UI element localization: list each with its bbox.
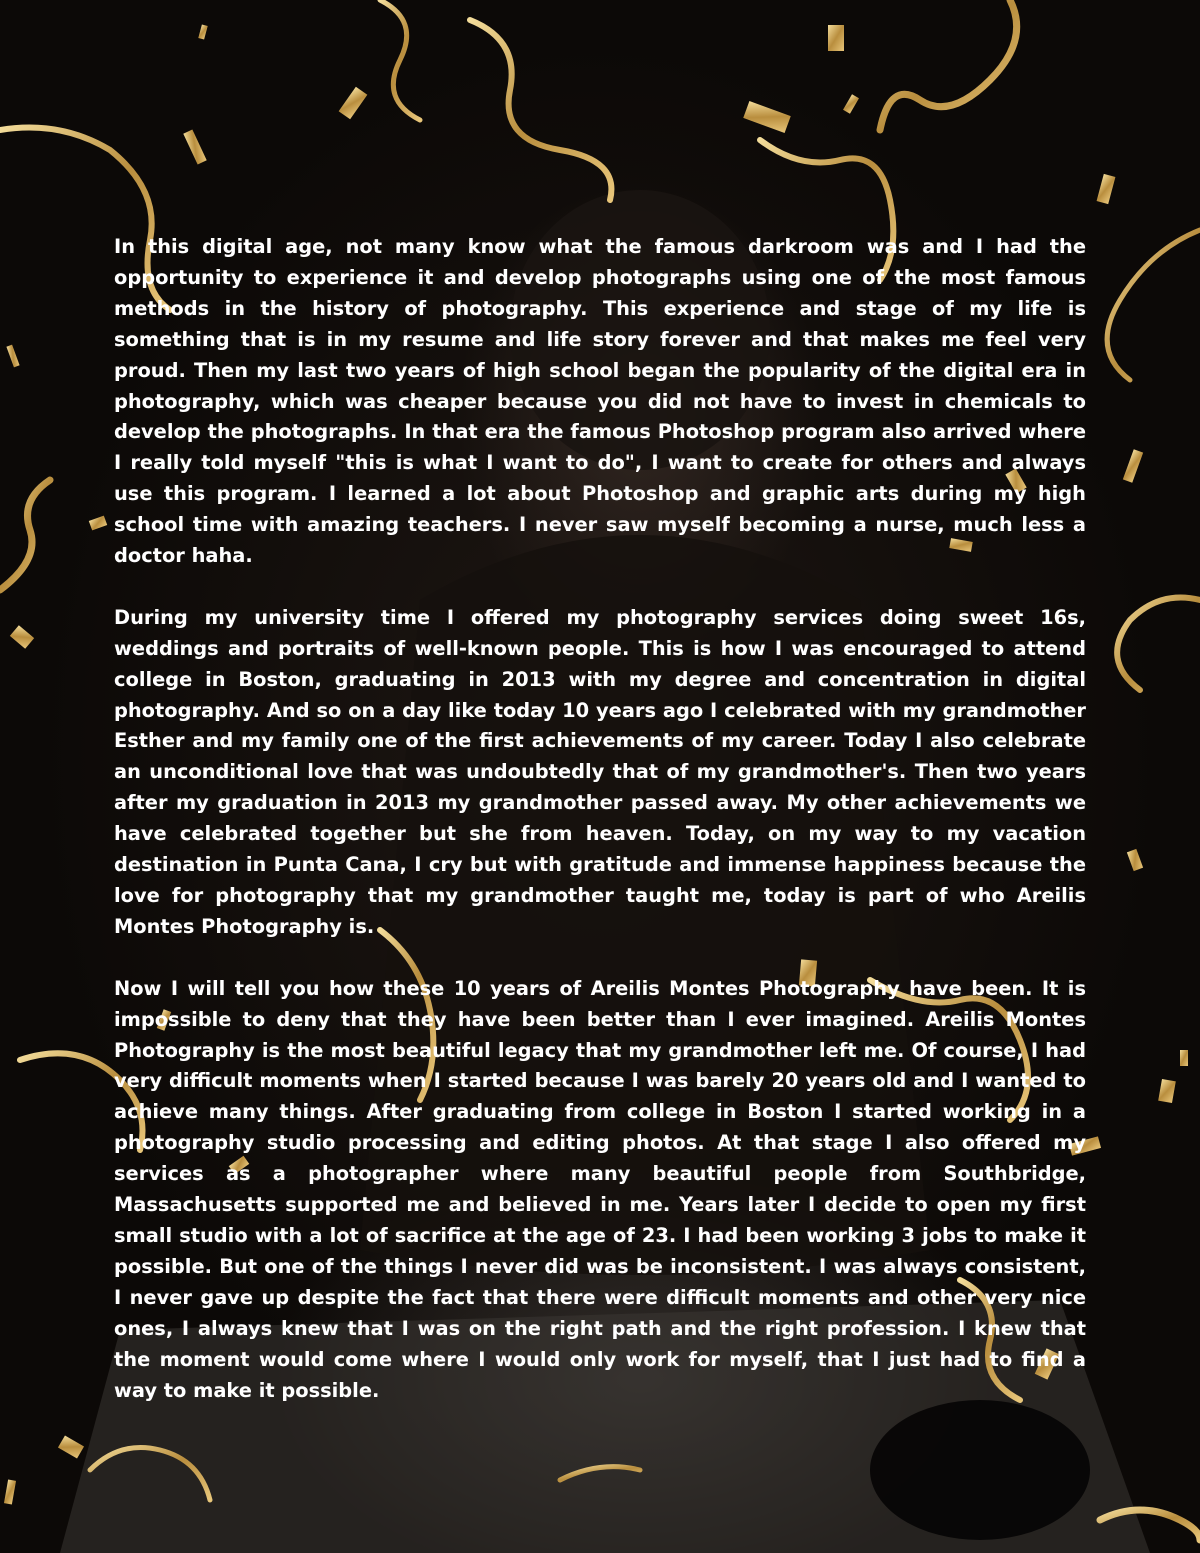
confetti <box>1123 449 1143 482</box>
confetti <box>183 129 206 164</box>
paragraph-university: During my university time I offered my photography services doing sweet 16s, weddings and portraits of well-known people. This is how I was encouraged to attend college in Boston, graduating in 2013 with my degree and concentration in digital photography. And so on a day like today 10 years ago I celebrated with my grandmother Esther and my family one of the first achievements of my career. Today I also celebrate an unconditional love that was undoubtedly that of my grandmother's. Then two years after my graduation in 2013 my grandmother passed away. My other achievements we have celebrated together but she from heaven. Today, on my way to my vacation destination in Punta Cana, I cry but with gratitude and immense happiness because the love for photography that my grandmother taught me, today is part of who Areilis Montes Photography is. <box>114 605 1086 938</box>
story-text <box>114 232 1086 1406</box>
confetti <box>743 101 791 133</box>
confetti <box>843 94 859 114</box>
ribbon <box>880 0 1017 130</box>
photo-camera <box>870 1400 1090 1540</box>
confetti <box>1097 174 1116 204</box>
confetti <box>89 516 107 531</box>
paragraph-ten-years: Now I will tell you how these 10 years of Areilis Montes Photography have been. It is impossible to deny that they have been better than I ever imagined. Areilis Montes Photography is the most beautiful legacy that my grandmother left me. Of course, I had very difficult moments when I started because I was barely 20 years old and I wanted to achieve many things. After graduating from college in Boston I started working in a photography studio processing and editing photos. At that stage I also offered my services as a photographer where many beautiful people from Southbridge, Massachusetts supported me and believed in me. Years later I decide to open my first small studio with a lot of sacrifice at the age of 23. I had been working 3 jobs to make it possible. But one of the things I never did was be inconsistent. I was always consistent, I never gave up despite the fact that there were difficult moments and other very nice ones, I always knew that I was on the right path and the right profession. I knew that the moment would come where I would only work for myself, that I just had to find a way to make it possible. <box>114 976 1086 1402</box>
ribbon <box>1117 598 1200 691</box>
confetti <box>10 625 34 649</box>
paragraph-darkroom: In this digital age, not many know what the famous darkroom was and I had the opportunity to experience it and develop photographs using one of the most famous methods in the history of photography. This experience and stage of my life is something that is in my resume and life story forever and that makes me feel very proud. Then my last two years of high school began the popularity of the digital era in photography, which was cheaper because you did not have to invest in chemicals to develop the photographs. In that era the famous Photoshop program also arrived where I really told myself "this is what I want to do", I want to create for others and always use this program. I learned a lot about Photoshop and graphic arts during my high school time with amazing teachers. I never saw myself becoming a nurse, much less a doctor haha. <box>114 235 1086 568</box>
confetti <box>1127 849 1143 871</box>
confetti <box>1158 1079 1176 1103</box>
ribbon <box>470 20 611 200</box>
confetti <box>828 25 844 51</box>
confetti <box>6 345 19 368</box>
confetti <box>198 24 207 39</box>
confetti <box>339 87 368 120</box>
ribbon <box>0 480 50 590</box>
ribbon <box>380 0 420 120</box>
confetti <box>58 1435 84 1458</box>
confetti <box>1180 1050 1188 1066</box>
ribbon <box>1107 230 1200 380</box>
confetti <box>4 1479 16 1504</box>
